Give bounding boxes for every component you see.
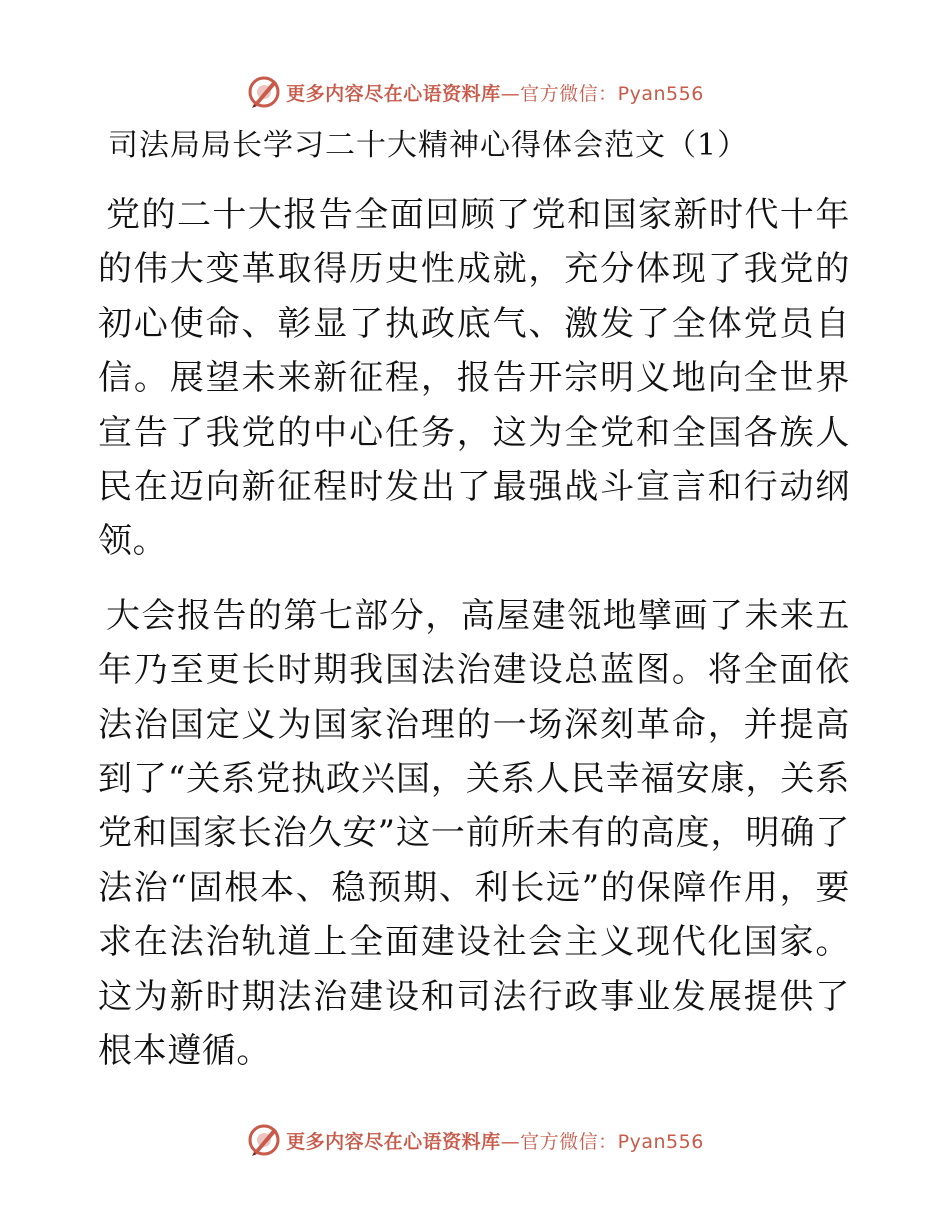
pen-logo-icon [246,1122,282,1158]
header-banner-dash: — [500,82,521,105]
footer-banner [0,1118,950,1162]
footer-banner-wechat: 官方微信：Pyan556 [520,1130,704,1153]
header-banner-main: 更多内容尽在心语资料库 [286,82,501,105]
document-title: 司法局局长学习二十大精神心得体会范文（1） [108,128,749,163]
document-body [98,188,850,1079]
header-banner-text [286,79,704,106]
footer-banner-dash: — [500,1130,521,1153]
header-banner [0,70,950,114]
footer-banner-main: 更多内容尽在心语资料库 [286,1130,501,1153]
header-banner-wechat: 官方微信：Pyan556 [520,82,704,105]
paragraph-2: 大会报告的第七部分，高屋建瓴地擘画了未来五年乃至更长时期我国法治建设总蓝图。将全面依法治国定义为国家治理的一场深刻革命，并提高到了“关系党执政兴国，关系人民幸福安康，关系党和国家长治久安”这一前所未有的高度，明确了法治“固根本、稳预期、利长远”的保障作用，要求在法治轨道上全面建设社会主义现代化国家。这为新时期法治建设和司法行政事业发展提供了根本遵循。 [98,595,850,1072]
pen-logo-icon [246,74,282,110]
footer-banner-text [286,1127,704,1154]
paragraph-1: 党的二十大报告全面回顾了党和国家新时代十年的伟大变革取得历史性成就，充分体现了我党的初心使命、彰显了执政底气、激发了全体党员自信。展望未来新征程，报告开宗明义地向全世界宣告了我党的中心任务，这为全党和全国各族人民在迈向新征程时发出了最强战斗宣言和行动纲领。 [98,195,850,562]
